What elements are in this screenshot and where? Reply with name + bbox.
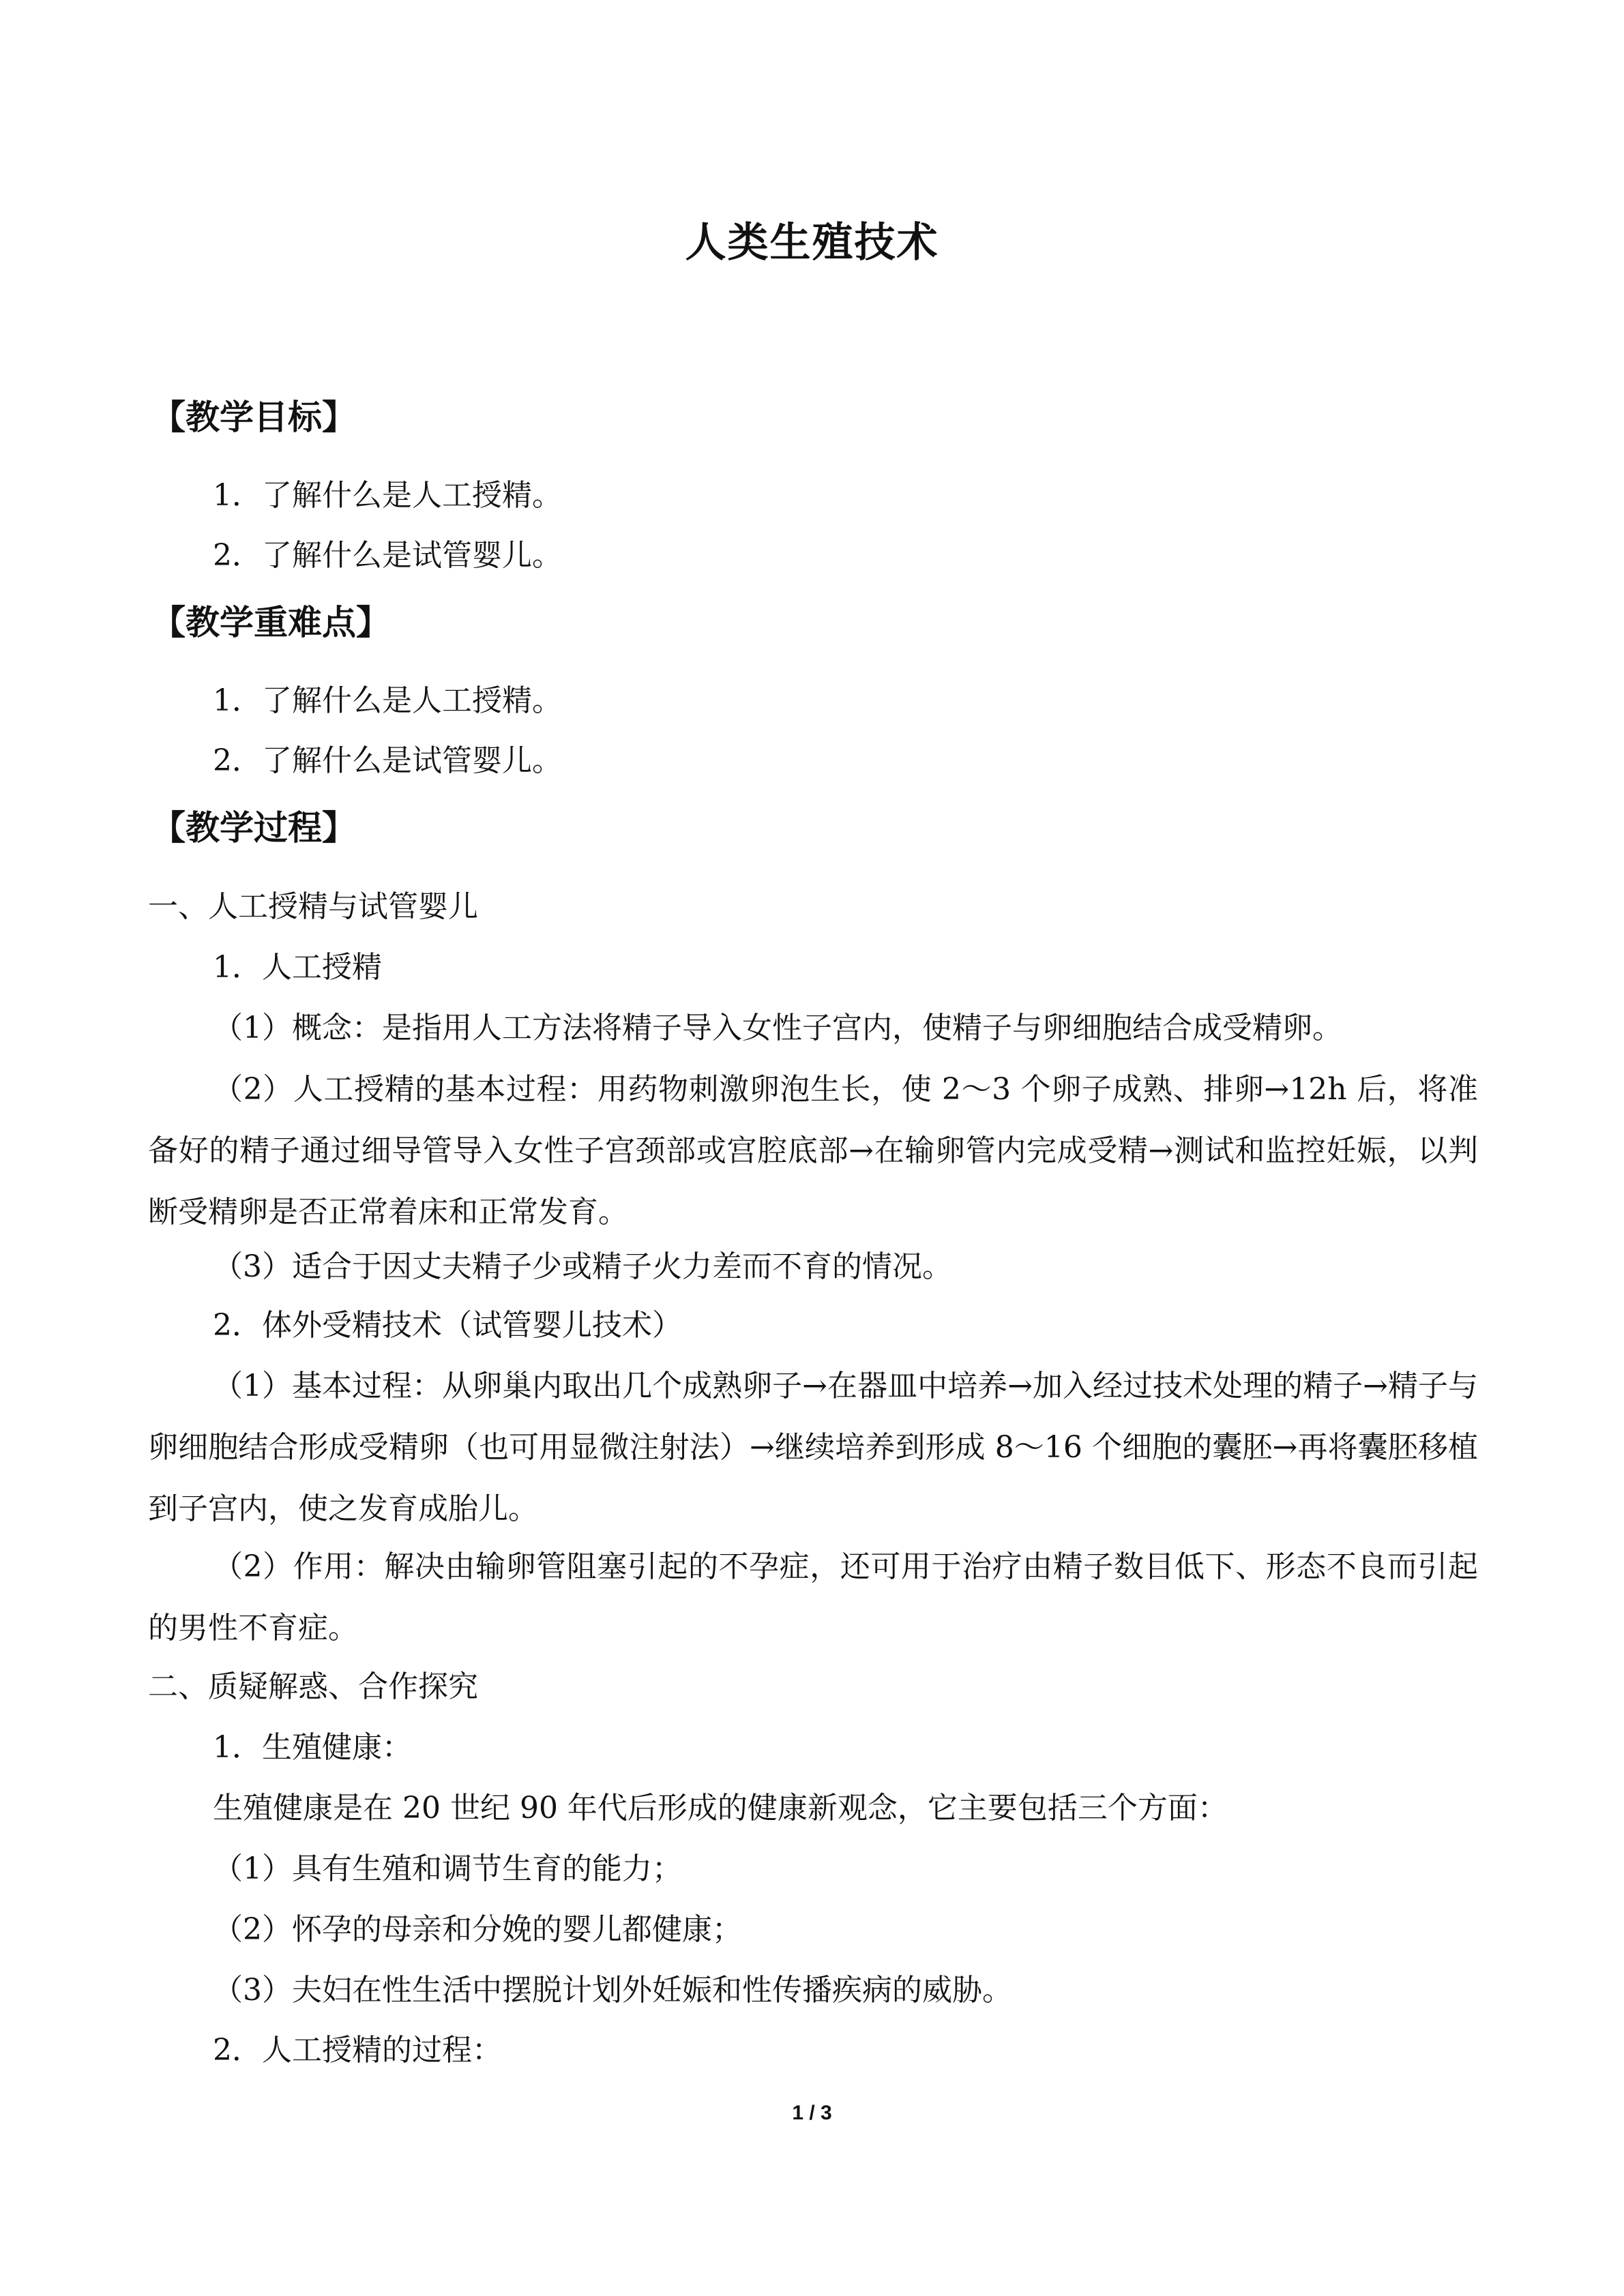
key-point-item-2: 2．了解什么是试管婴儿。 [213, 743, 562, 778]
ivf-effect-paragraph: （2）作用：解决由输卵管阻塞引起的不孕症，还可用于治疗由精子数目低下、形态不良而引起的男性不育症。 [148, 1549, 1478, 1645]
part1-title: 一、人工授精与试管婴儿 [148, 889, 478, 924]
health-intro: 生殖健康是在 20 世纪 90 年代后形成的健康新观念，它主要包括三个方面： [213, 1791, 1228, 1825]
health-title: 1．生殖健康： [213, 1730, 412, 1765]
ivf-process-paragraph: （1）基本过程：从卵巢内取出几个成熟卵子→在器皿中培养→加入经过技术处理的精子→精子与卵细胞结合形成受精卵（也可用显微注射法）→继续培养到形成 8～16 个细胞的囊胚→再将囊胚移植到子宫内，使之发育成胎儿。 [148, 1369, 1478, 1526]
ivf-title: 2．体外受精技术（试管婴儿技术） [213, 1308, 682, 1343]
part2-title: 二、质疑解惑、合作探究 [148, 1669, 478, 1704]
section-heading-process: 【教学过程】 [151, 808, 356, 848]
ai-process-paragraph: （2）人工授精的基本过程：用药物刺激卵泡生长，使 2～3 个卵子成熟、排卵→12h 后，将准备好的精子通过细导管导入女性子宫颈部或宫腔底部→在输卵管内完成受精→测试和监控妊娠，以判断受精卵是否正常着床和正常发育。 [148, 1072, 1478, 1229]
ai-suitable-paragraph: （3）适合于因丈夫精子少或精子火力差而不育的情况。 [213, 1249, 952, 1284]
ai-concept-paragraph: （1）概念：是指用人工方法将精子导入女性子宫内，使精子与卵细胞结合成受精卵。 [213, 1011, 1342, 1045]
section-heading-key-points: 【教学重难点】 [151, 603, 390, 642]
section-heading-goals: 【教学目标】 [151, 398, 356, 437]
health-item-3: （3）夫妇在性生活中摆脱计划外妊娠和性传播疾病的威胁。 [213, 1973, 1012, 2008]
ai-process-title: 2．人工授精的过程： [213, 2033, 502, 2068]
health-item-1: （1）具有生殖和调节生育的能力； [213, 1851, 682, 1886]
health-item-2: （2）怀孕的母亲和分娩的婴儿都健康； [213, 1912, 742, 1947]
goal-item-2: 2．了解什么是试管婴儿。 [213, 538, 562, 573]
document-title: 人类生殖技术 [685, 219, 939, 267]
key-point-item-1: 1．了解什么是人工授精。 [213, 683, 562, 718]
page-number: 1 / 3 [792, 2102, 832, 2124]
ai-title: 1．人工授精 [213, 950, 382, 985]
goal-item-1: 1．了解什么是人工授精。 [213, 478, 562, 513]
